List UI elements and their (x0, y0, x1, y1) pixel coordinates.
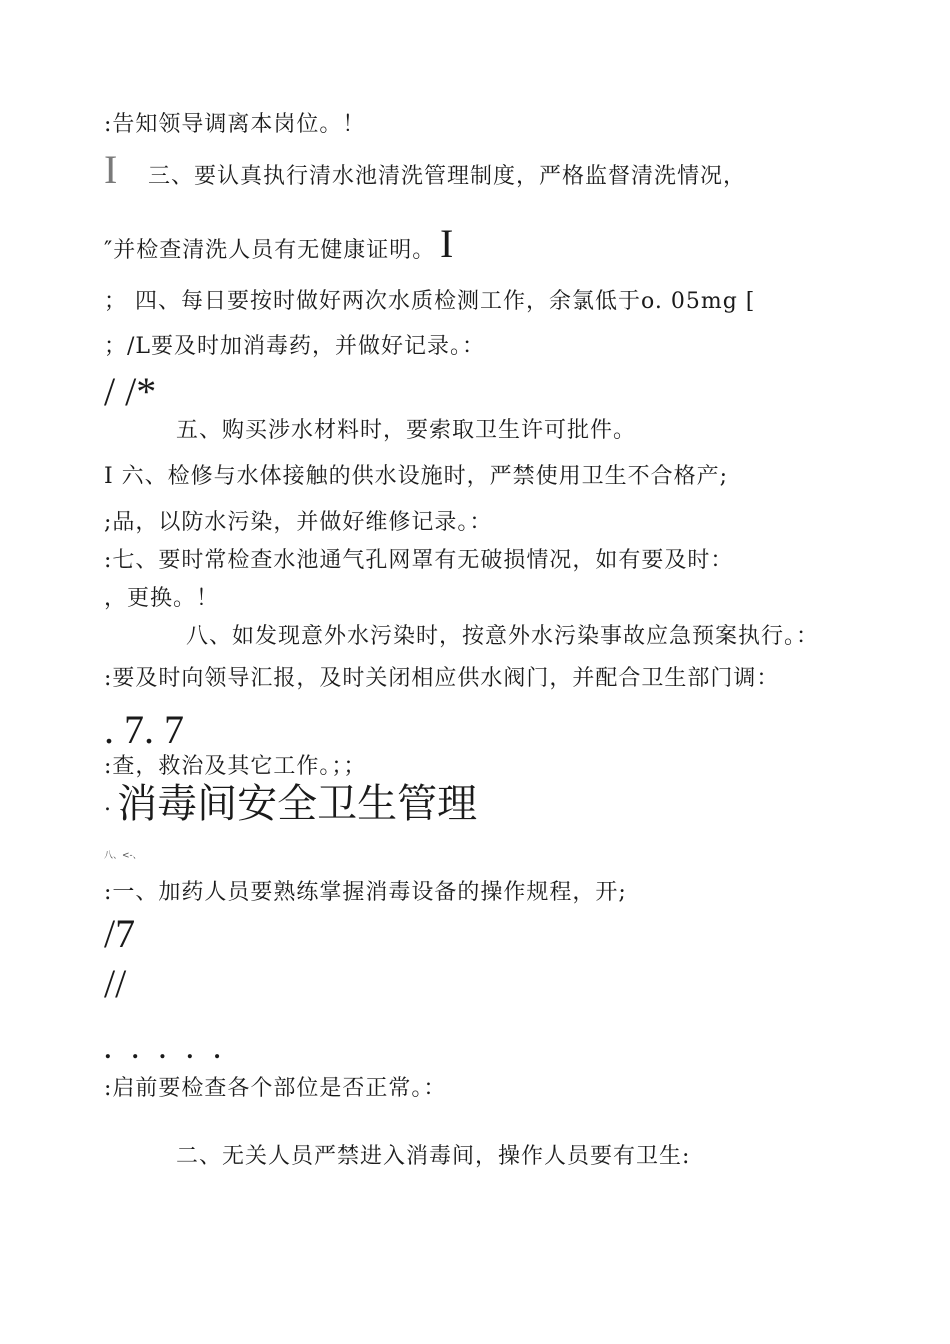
text-line: 五、购买涉水材料时，要索取卫生许可批件。 (176, 418, 637, 443)
stray-mark: I (104, 147, 118, 192)
text-line: :告知领导调离本岗位。！ (104, 112, 366, 137)
dot-leader: . . . . . (104, 1038, 227, 1064)
text-line: :查，救治及其它工作。；； (104, 754, 367, 779)
text-line: :七、要时常检查水池通气孔网罩有无破损情况，如有要及时： (104, 548, 734, 573)
stray-marks: / /* (104, 369, 157, 414)
text-line: ，更换。！ (104, 586, 220, 611)
text-line: ;品，以防水污染，并做好维修记录。： (104, 510, 493, 535)
text-line: ″并检查清洗人员有无健康证明。 (104, 238, 436, 263)
text-line: 二、无关人员严禁进入消毒间，操作人员要有卫生: (176, 1144, 691, 1169)
text-line: :一、加药人员要熟练掌握消毒设备的操作规程，开; (104, 880, 627, 905)
section-heading (104, 781, 478, 827)
text-line: 八、如发现意外水污染时，按意外水污染事故应急预案执行。： (186, 624, 820, 649)
heading-text: 消毒间安全卫生管理 (117, 781, 478, 827)
text-line: :要及时向领导汇报，及时关闭相应供水阀门，并配合卫生部门调： (104, 666, 780, 691)
stray-mark: I (440, 221, 454, 266)
stray-marks: // (104, 961, 127, 1006)
text-line: 三、要认真执行清水池清洗管理制度，严格监督清洗情况， (148, 164, 747, 189)
text-line: ；/L要及时加消毒药，并做好记录。： (104, 334, 486, 359)
text-line: I 六、检修与水体接触的供水设施时，严禁使用卫生不合格产; (104, 464, 729, 489)
stray-marks: . 7. 7 (104, 707, 184, 752)
text-line: ； 四、每日要按时做好两次水质检测工作，余氯低于o. 05mg [ (104, 289, 756, 314)
stray-marks: /7 (104, 911, 136, 956)
tiny-marks: 八、<-、 (104, 851, 142, 861)
heading-dot: . (104, 791, 112, 816)
text-line: :启前要检查各个部位是否正常。： (104, 1076, 447, 1101)
